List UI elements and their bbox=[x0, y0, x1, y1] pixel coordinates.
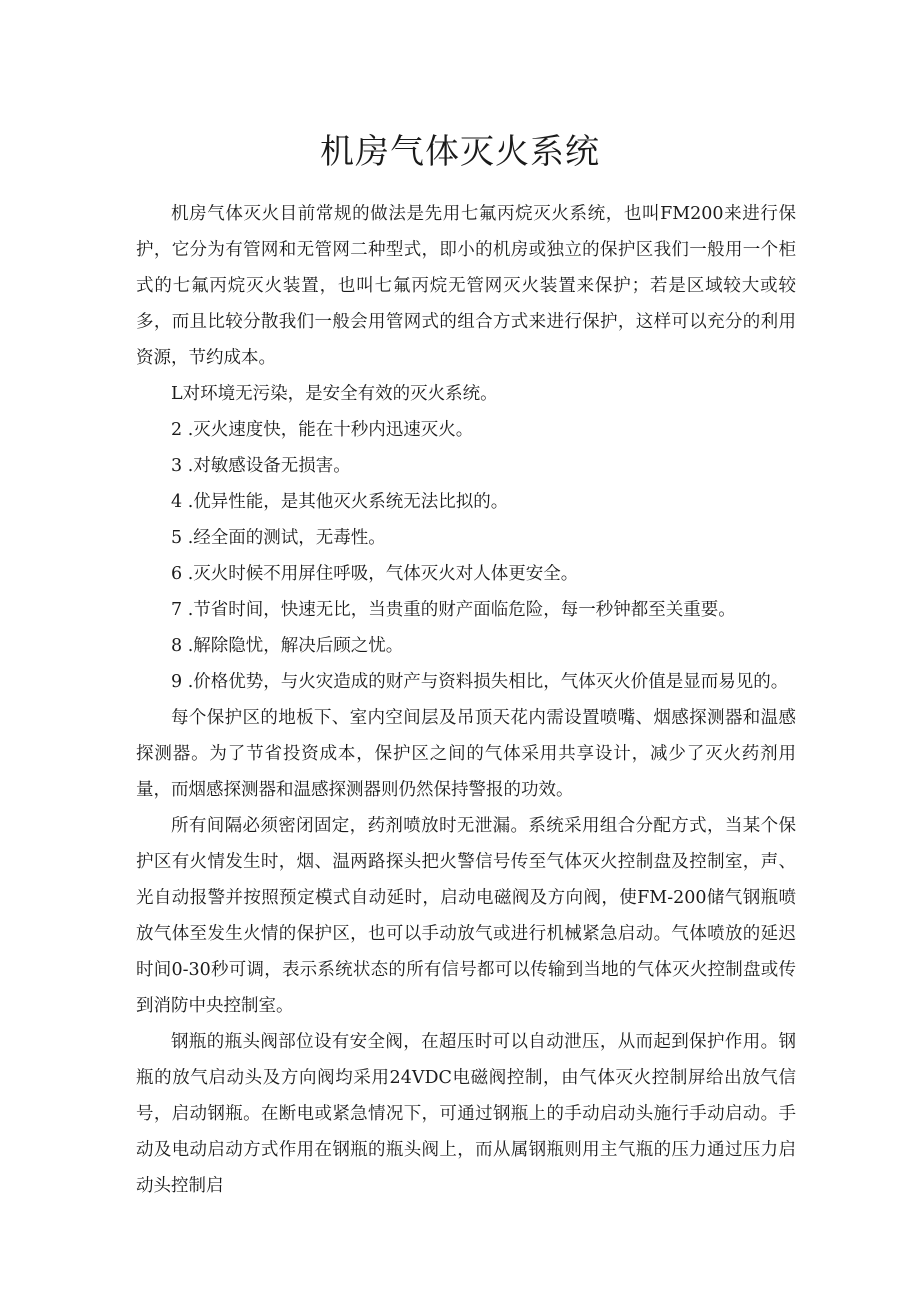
advantages-list bbox=[136, 376, 796, 700]
detectors-paragraph: 每个保护区的地板下、室内空间层及吊顶天花内需设置喷嘴、烟感探测器和温感探测器。为了节省投资成本，保护区之间的气体采用共享设计，减少了灭火药剂用量，而烟感探测器和温感探测器则仍然保持警报的功效。 bbox=[136, 708, 796, 800]
list-item: 3 .对敏感设备无损害。 bbox=[171, 456, 351, 476]
list-item: 9 .价格优势，与火灾造成的财产与资料损失相比，气体灭火价值是显而易见的。 bbox=[171, 672, 789, 692]
cylinder-paragraph: 钢瓶的瓶头阀部位设有安全阀，在超压时可以自动泄压，从而起到保护作用。钢瓶的放气启动头及方向阀均采用24VDC电磁阀控制，由气体灭火控制屏给出放气信号，启动钢瓶。在断电或紧急情况下，可通过钢瓶上的手动启动头施行手动启动。手动及电动启动方式作用在钢瓶的瓶头阀上，而从属钢瓶则用主气瓶的压力通过压力启动头控制启 bbox=[136, 1032, 796, 1196]
document-body bbox=[136, 196, 796, 1204]
intro-paragraph: 机房气体灭火目前常规的做法是先用七氟丙烷灭火系统，也叫FM200来进行保护，它分为有管网和无管网二种型式，即小的机房或独立的保护区我们一般用一个柜式的七氟丙烷灭火装置，也叫七氟丙烷无管网灭火装置来保护；若是区域较大或较多，而且比较分散我们一般会用管网式的组合方式来进行保护，这样可以充分的利用资源，节约成本。 bbox=[136, 204, 796, 368]
list-item: 7 .节省时间，快速无比，当贵重的财产面临危险，每一秒钟都至关重要。 bbox=[171, 600, 736, 620]
list-item: 4 .优异性能，是其他灭火系统无法比拟的。 bbox=[171, 492, 509, 512]
system-paragraph: 所有间隔必须密闭固定，药剂喷放时无泄漏。系统采用组合分配方式，当某个保护区有火情发生时，烟、温两路探头把火警信号传至气体灭火控制盘及控制室，声、光自动报警并按照预定模式自动延时，启动电磁阀及方向阀，使FM-200储气钢瓶喷放气体至发生火情的保护区，也可以手动放气或进行机械紧急启动。气体喷放的延迟时间0-30秒可调，表示系统状态的所有信号都可以传输到当地的气体灭火控制盘或传到消防中央控制室。 bbox=[136, 816, 796, 1016]
document-title: 机房气体灭火系统 bbox=[320, 132, 600, 172]
list-item: L对环境无污染，是安全有效的灭火系统。 bbox=[171, 384, 498, 404]
list-item: 6 .灭火时候不用屏住呼吸，气体灭火对人体更安全。 bbox=[171, 564, 579, 584]
list-item: 2 .灭火速度快，能在十秒内迅速灭火。 bbox=[171, 420, 474, 440]
list-item: 8 .解除隐忧，解决后顾之忧。 bbox=[171, 636, 404, 656]
list-item: 5 .经全面的测试，无毒性。 bbox=[171, 528, 386, 548]
